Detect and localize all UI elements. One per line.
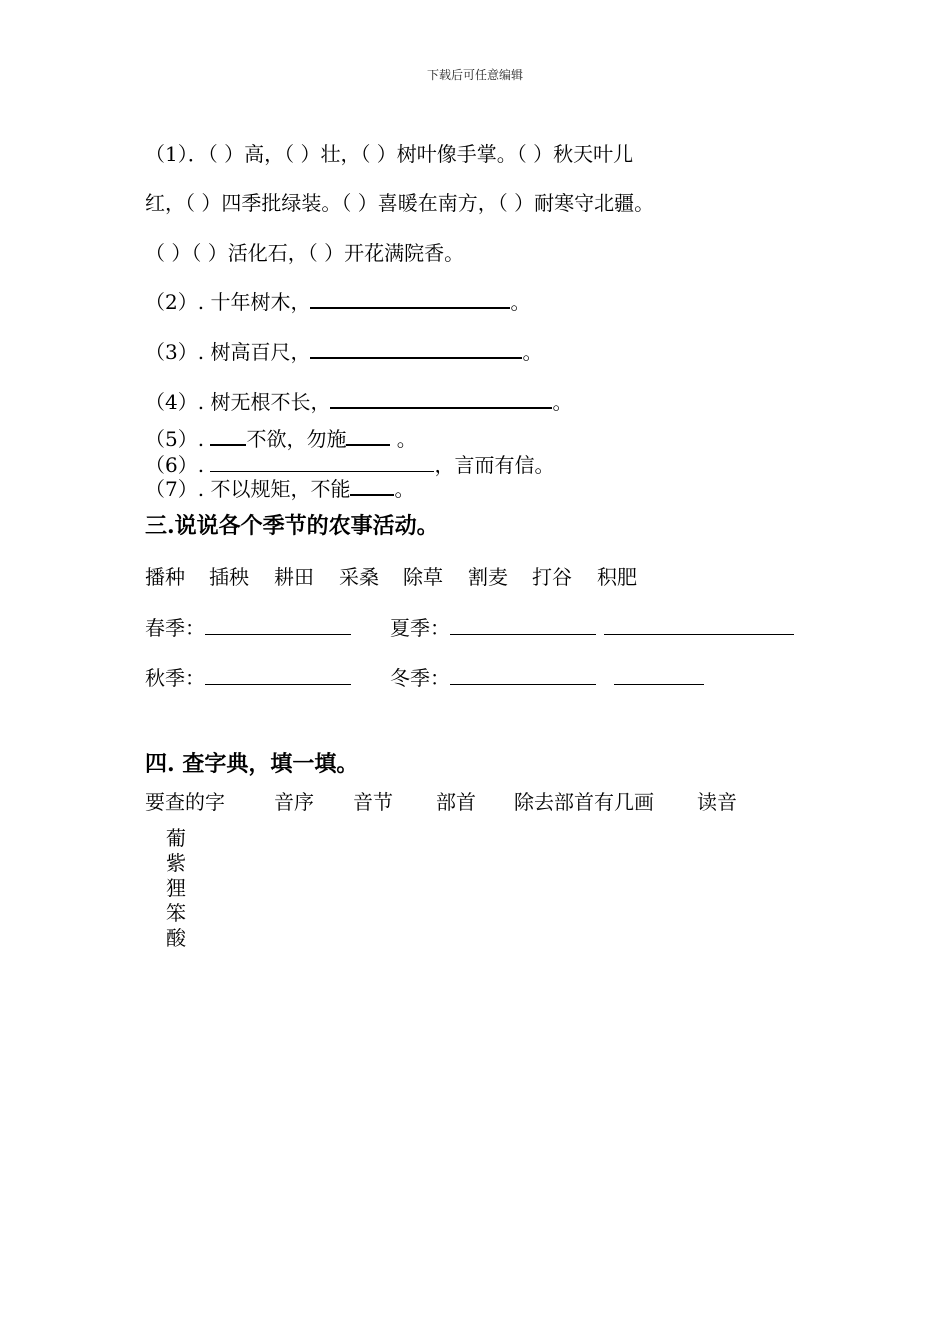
q4-answer-blank[interactable] — [330, 389, 552, 409]
q1-line-3: （ ）（ ）活化石，（ ）开花满院香。 — [145, 241, 465, 265]
autumn-row — [145, 662, 351, 691]
q2-suffix: 。 — [510, 290, 531, 314]
autumn-blank[interactable] — [205, 666, 351, 685]
page-header: 下载后可任意编辑 — [426, 68, 523, 82]
farm-word: 插秧 — [209, 565, 249, 589]
q6-answer-blank[interactable] — [210, 453, 434, 472]
q2-prefix: （2）. 十年树木， — [145, 290, 311, 314]
q5-blank-2[interactable] — [346, 426, 390, 446]
spring-label: 春季： — [145, 616, 205, 640]
q5-prefix: （5）. — [145, 427, 211, 451]
lookup-char: 葡 — [166, 826, 186, 850]
summer-label: 夏季： — [390, 616, 450, 640]
summer-blank-1[interactable] — [450, 616, 596, 635]
q5 — [145, 423, 417, 452]
lookup-char: 紫 — [166, 851, 186, 875]
q5-middle: 不欲，勿施 — [246, 427, 347, 451]
q5-blank-1[interactable] — [210, 426, 246, 446]
lookup-char: 狸 — [166, 876, 186, 900]
column-header: 音序 — [274, 790, 314, 814]
q6-prefix: （6）. — [145, 453, 211, 477]
section-4-title: 四. 查字典，填一填。 — [145, 751, 359, 777]
q7-answer-blank[interactable] — [350, 476, 394, 496]
q4-suffix: 。 — [552, 390, 573, 414]
q3-prefix: （3）. 树高百尺， — [145, 340, 311, 364]
winter-row — [390, 662, 704, 691]
q1-line-2: 红，（ ）四季批绿装。（ ）喜暖在南方，（ ）耐寒守北疆。 — [145, 191, 655, 215]
q3 — [145, 336, 542, 365]
q3-answer-blank[interactable] — [310, 339, 522, 359]
q3-suffix: 。 — [522, 340, 543, 364]
winter-label: 冬季： — [390, 666, 450, 690]
column-header: 音节 — [353, 790, 393, 814]
farm-word: 积肥 — [597, 565, 637, 589]
spring-row — [145, 612, 351, 641]
q7 — [145, 473, 414, 502]
q2-answer-blank[interactable] — [310, 289, 510, 309]
column-header: 除去部首有几画 — [514, 790, 654, 814]
summer-row — [390, 612, 794, 641]
section-3-title: 三.说说各个季节的农事活动。 — [145, 513, 439, 539]
farm-word: 耕田 — [274, 565, 314, 589]
column-header: 部首 — [436, 790, 476, 814]
winter-blank-1[interactable] — [450, 666, 596, 685]
farm-word: 播种 — [145, 565, 185, 589]
column-header: 读音 — [697, 790, 737, 814]
spring-blank[interactable] — [205, 616, 351, 635]
farm-word: 除草 — [403, 565, 443, 589]
q1-line-1: （1）．（ ）高，（ ）壮，（ ）树叶像手掌。（ ）秋天叶儿 — [145, 142, 634, 166]
farm-word: 割麦 — [468, 565, 508, 589]
farm-word: 采桑 — [339, 565, 379, 589]
q5-suffix: 。 — [390, 427, 417, 451]
winter-blank-2[interactable] — [614, 666, 704, 685]
farm-word: 打谷 — [532, 565, 572, 589]
q7-prefix: （7）. 不以规矩，不能 — [145, 477, 351, 501]
q4 — [145, 386, 572, 415]
autumn-label: 秋季： — [145, 666, 205, 690]
q2 — [145, 286, 530, 315]
lookup-char: 酸 — [166, 926, 186, 950]
q4-prefix: （4）. 树无根不长， — [145, 390, 331, 414]
column-header: 要查的字 — [145, 790, 225, 814]
lookup-char: 笨 — [166, 901, 186, 925]
q7-suffix: 。 — [394, 477, 415, 501]
summer-blank-2[interactable] — [604, 616, 794, 635]
q6-suffix: ，言而有信。 — [434, 453, 555, 477]
